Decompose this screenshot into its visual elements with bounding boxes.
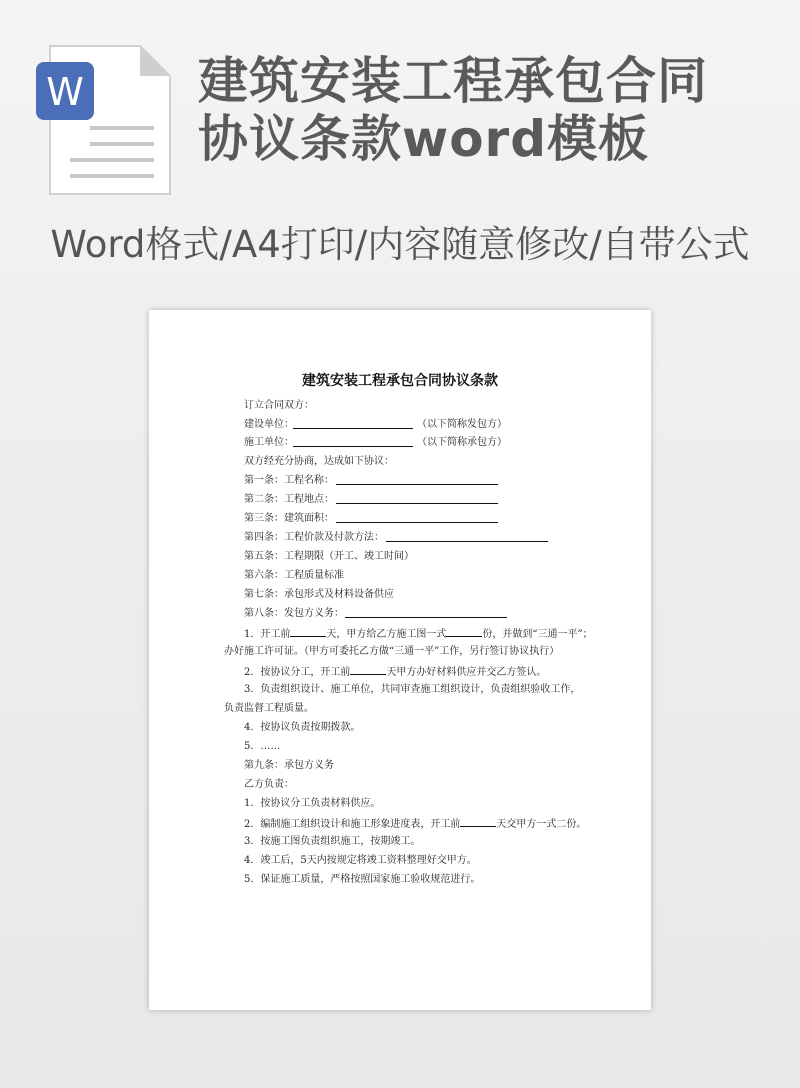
contractor-duty-3: 3．按施工图负责组织施工，按期竣工。	[244, 836, 421, 847]
duty-1-blank-copies	[446, 627, 482, 637]
employer-blank	[293, 419, 413, 429]
c-duty-2-blank	[460, 817, 496, 827]
contractor-duty-4: 4．竣工后，5天内按规定将竣工资料整理好交甲方。	[244, 855, 477, 866]
article-7: 第七条：承包形式及材料设备供应	[244, 589, 394, 600]
employer-label: 建设单位：	[244, 419, 294, 430]
contractor-blank	[293, 437, 413, 447]
c-duty-2-part-a: 2．编制施工组织设计和施工形象进度表，开工前	[244, 819, 461, 830]
employer-line	[244, 419, 294, 431]
article-6: 第六条：工程质量标准	[244, 570, 344, 581]
article-9: 第九条：承包方义务	[244, 760, 334, 771]
duty-1-part-a: 1．开工前	[244, 629, 291, 640]
employer-duty-1	[244, 627, 593, 641]
article-1-blank	[336, 475, 498, 485]
article-1: 第一条：工程名称：	[244, 475, 334, 486]
article-8: 第八条：发包方义务：	[244, 608, 344, 619]
employer-duty-3: 3．负责组织设计、施工单位，共同审查施工组织设计，负责组织验收工作，	[244, 684, 581, 695]
agreement-line: 双方经充分协商，达成如下协议：	[244, 456, 394, 467]
document-icon	[36, 44, 172, 198]
employer-duty-1-cont: 办好施工许可证。（甲方可委托乙方做“三通一平”工作，另行签订协议执行）	[224, 646, 560, 657]
contractor-duty-1: 1．按协议分工负责材料供应。	[244, 798, 381, 809]
article-5: 第五条：工程期限（开工、竣工时间）	[244, 551, 414, 562]
employer-duty-5: 5．……	[244, 741, 281, 752]
c-duty-2-part-b: 天交甲方一式二份。	[496, 819, 587, 830]
employer-duty-3-cont: 负责监督工程质量。	[224, 703, 314, 714]
document-title: 建筑安装工程承包合同协议条款	[302, 373, 498, 389]
duty-2-part-a: 2．按协议分工，开工前	[244, 667, 351, 678]
employer-duty-4: 4．按协议负责按期拨款。	[244, 722, 361, 733]
employer-duty-2	[244, 665, 546, 679]
article-3: 第三条：建筑面积：	[244, 513, 334, 524]
duty-2-blank	[350, 665, 386, 675]
article-4: 第四条：工程价款及付款方法：	[244, 532, 384, 543]
employer-note: （以下简称发包方）	[417, 419, 507, 430]
duty-2-part-b: 天甲方办好材料供应并交乙方签认。	[386, 667, 547, 678]
contractor-note: （以下简称承包方）	[417, 437, 507, 448]
document-preview	[149, 310, 651, 1010]
article-4-blank	[386, 532, 548, 542]
article-2: 第二条：工程地点：	[244, 494, 334, 505]
duty-1-part-c: 份，并做到“三通一平”；	[482, 629, 593, 640]
article-2-blank	[336, 494, 498, 504]
page-title: 建筑安装工程承包合同协议条款word模板	[198, 52, 708, 168]
page-subtitle: Word格式/A4打印/内容随意修改/自带公式	[50, 223, 750, 266]
duty-1-blank-days	[290, 627, 326, 637]
duty-1-part-b: 天，甲方给乙方施工图一式	[326, 629, 447, 640]
contractor-duty-5: 5．保证施工质量，严格按照国家施工验收规范进行。	[244, 874, 481, 885]
word-file-icon	[36, 44, 172, 198]
contractor-responsible: 乙方负责：	[244, 779, 294, 790]
article-8-blank	[345, 608, 507, 618]
contractor-label: 施工单位：	[244, 437, 294, 448]
icon-letter: W	[46, 70, 84, 114]
article-3-blank	[336, 513, 498, 523]
party-intro: 订立合同双方：	[244, 400, 314, 411]
contractor-duty-2	[244, 817, 586, 831]
